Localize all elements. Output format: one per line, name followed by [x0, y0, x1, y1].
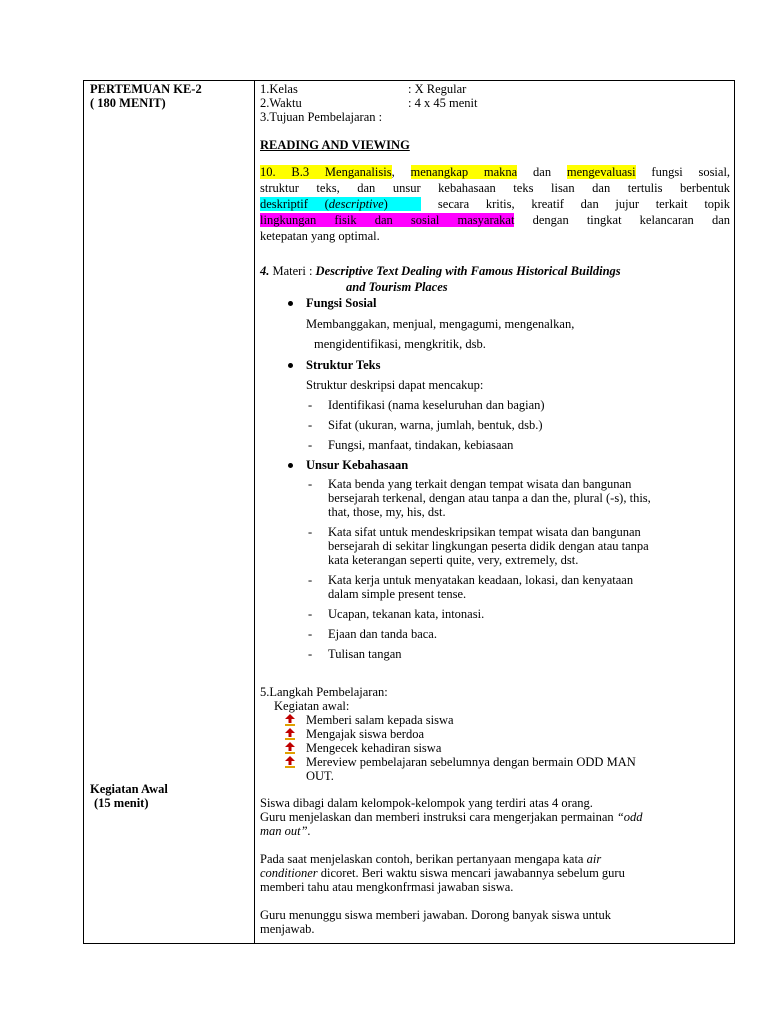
dash-marker: -: [308, 627, 313, 641]
langkah-sub: Kegiatan awal:: [274, 699, 350, 713]
kd-highlight-lingkungan: lingkungan fisik dan sosial masyarakat: [260, 213, 515, 227]
kd-fungsi-sosial: fungsi sosial,: [651, 165, 731, 179]
meeting-title: PERTEMUAN KE-2: [90, 82, 202, 96]
langkah-item-2: Mengajak siswa berdoa: [306, 727, 425, 741]
materi-number: 4.: [260, 264, 270, 278]
kd-line-5: ketepatan yang optimal.: [260, 229, 380, 243]
kd-descriptive-italic: descriptive: [328, 197, 384, 211]
para2-conditioner-italic: conditioner: [260, 866, 318, 880]
unsur-item-3-line-1: Kata kerja untuk menyatakan keadaan, lokasi, dan kenyataan: [328, 573, 634, 587]
kd-highlight-menganalisis: 10. B.3 Menganalisis: [260, 165, 392, 179]
unsur-item-4: Ucapan, tekanan kata, intonasi.: [328, 607, 485, 621]
kd-line-3: [260, 197, 730, 212]
unsur-item-5: Ejaan dan tanda baca.: [328, 627, 437, 641]
para2-line-2-text: dicoret. Beri waktu siswa mencari jawabannya sebelum guru: [320, 866, 625, 880]
materi-label: Materi :: [272, 264, 313, 278]
kd-kelancaran: dengan tingkat kelancaran dan: [532, 213, 730, 227]
dash-marker: -: [308, 525, 313, 539]
column-divider: [254, 81, 255, 943]
unsur-item-1-line-2: bersejarah terkenal, dengan atau tanpa a dan the, plural (-s), this,: [328, 491, 651, 505]
arrow-bullet-icon: [284, 756, 296, 768]
dash-marker: -: [308, 398, 313, 412]
fungsi-line-1: Membanggakan, menjual, mengagumi, mengenalkan,: [306, 317, 575, 331]
langkah-item-4: Mereview pembelajaran sebelumnya dengan bermain ODD MAN: [306, 755, 636, 769]
kd-line-1: [260, 165, 730, 180]
para3-line-2: menjawab.: [260, 922, 315, 936]
materi-title-1: Descriptive Text Dealing with Famous Historical Buildings: [315, 264, 621, 278]
dash-marker: -: [308, 418, 313, 432]
arrow-bullet-icon: [284, 742, 296, 754]
para2-line-2: [260, 866, 625, 881]
lesson-plan-table: [83, 80, 735, 944]
struktur-item-1: Identifikasi (nama keseluruhan dan bagian): [328, 398, 545, 412]
kd-dan: dan: [533, 165, 552, 179]
unsur-heading: Unsur Kebahasaan: [306, 458, 409, 472]
langkah-item-3: Mengecek kehadiran siswa: [306, 741, 442, 755]
tujuan-label: 3.Tujuan Pembelajaran :: [260, 110, 383, 124]
struktur-intro: Struktur deskripsi dapat mencakup:: [306, 378, 484, 392]
fungsi-heading: Fungsi Sosial: [306, 296, 377, 310]
unsur-item-1-line-1: Kata benda yang terkait dengan tempat wisata dan bangunan: [328, 477, 632, 491]
kd-deskriptif-close: ): [383, 197, 388, 211]
unsur-item-2-line-1: Kata sifat untuk mendeskripsikan tempat wisata dan bangunan: [328, 525, 641, 539]
bullet-dot-icon: [288, 301, 293, 306]
para1-line-1: Siswa dibagi dalam kelompok-kelompok yang terdiri atas 4 orang.: [260, 796, 593, 810]
struktur-item-3: Fungsi, manfaat, tindakan, kebiasaan: [328, 438, 514, 452]
unsur-item-1-line-3: that, those, my, his, dst.: [328, 505, 446, 519]
arrow-bullet-icon: [284, 728, 296, 740]
kd-secara-kritis: secara kritis, kreatif dan jujur terkait topik: [437, 197, 731, 211]
para1-line-2-text: Guru menjelaskan dan memberi instruksi cara mengerjakan permainan: [260, 810, 614, 824]
kd-highlight-deskriptif: [260, 197, 421, 211]
bullet-dot-icon: [288, 463, 293, 468]
kd-highlight-menangkap: menangkap makna: [410, 165, 518, 179]
waktu-value: : 4 x 45 menit: [408, 96, 478, 110]
para2-line-1-text: Pada saat menjelaskan contoh, berikan pertanyaan mengapa kata: [260, 852, 584, 866]
kelas-value: : X Regular: [408, 82, 467, 96]
kd-line-4: [260, 213, 730, 228]
fungsi-line-2: mengidentifikasi, mengkritik, dsb.: [314, 337, 486, 351]
para3-line-1: Guru menunggu siswa memberi jawaban. Dorong banyak siswa untuk: [260, 908, 611, 922]
unsur-item-6: Tulisan tangan: [328, 647, 402, 661]
kd-highlight-mengevaluasi: mengevaluasi: [566, 165, 636, 179]
dash-marker: -: [308, 477, 313, 491]
meeting-duration: ( 180 MENIT): [90, 96, 166, 110]
dash-marker: -: [308, 607, 313, 621]
dash-marker: -: [308, 438, 313, 452]
materi-line-1: [260, 264, 621, 279]
para1-line-3: man out”.: [260, 824, 311, 838]
dash-marker: -: [308, 573, 313, 587]
materi-title-2: and Tourism Places: [346, 280, 448, 294]
dash-marker: -: [308, 647, 313, 661]
kd-line-2: struktur teks, dan unsur kebahasaan teks lisan dan tertulis berbentuk: [260, 181, 730, 195]
kd-comma: ,: [391, 165, 395, 179]
langkah-item-1: Memberi salam kepada siswa: [306, 713, 454, 727]
para2-air-italic: air: [586, 852, 602, 866]
langkah-item-4-cont: OUT.: [306, 769, 334, 783]
bullet-dot-icon: [288, 363, 293, 368]
unsur-item-2-line-3: kata keterangan seperti quite, very, extremely, dst.: [328, 553, 579, 567]
para1-odd-italic: “odd: [616, 810, 643, 824]
para2-line-1: [260, 852, 601, 867]
para2-line-3: memberi tahu atau mengkonfrmasi jawaban siswa.: [260, 880, 514, 894]
kelas-label: 1.Kelas: [260, 82, 298, 96]
struktur-heading: Struktur Teks: [306, 358, 381, 372]
unsur-item-3-line-2: dalam simple present tense.: [328, 587, 467, 601]
activity-title: Kegiatan Awal: [90, 782, 168, 796]
waktu-label: 2.Waktu: [260, 96, 302, 110]
langkah-heading: 5.Langkah Pembelajaran:: [260, 685, 388, 699]
unsur-item-2-line-2: bersejarah di sekitar lingkungan peserta didik dengan atau tanpa: [328, 539, 649, 553]
para1-line-2: [260, 810, 643, 825]
arrow-bullet-icon: [284, 714, 296, 726]
section-heading: READING AND VIEWING: [260, 138, 410, 152]
activity-duration: (15 menit): [94, 796, 149, 810]
struktur-item-2: Sifat (ukuran, warna, jumlah, bentuk, dsb.): [328, 418, 543, 432]
kd-deskriptif-open: deskriptif (: [260, 197, 329, 211]
